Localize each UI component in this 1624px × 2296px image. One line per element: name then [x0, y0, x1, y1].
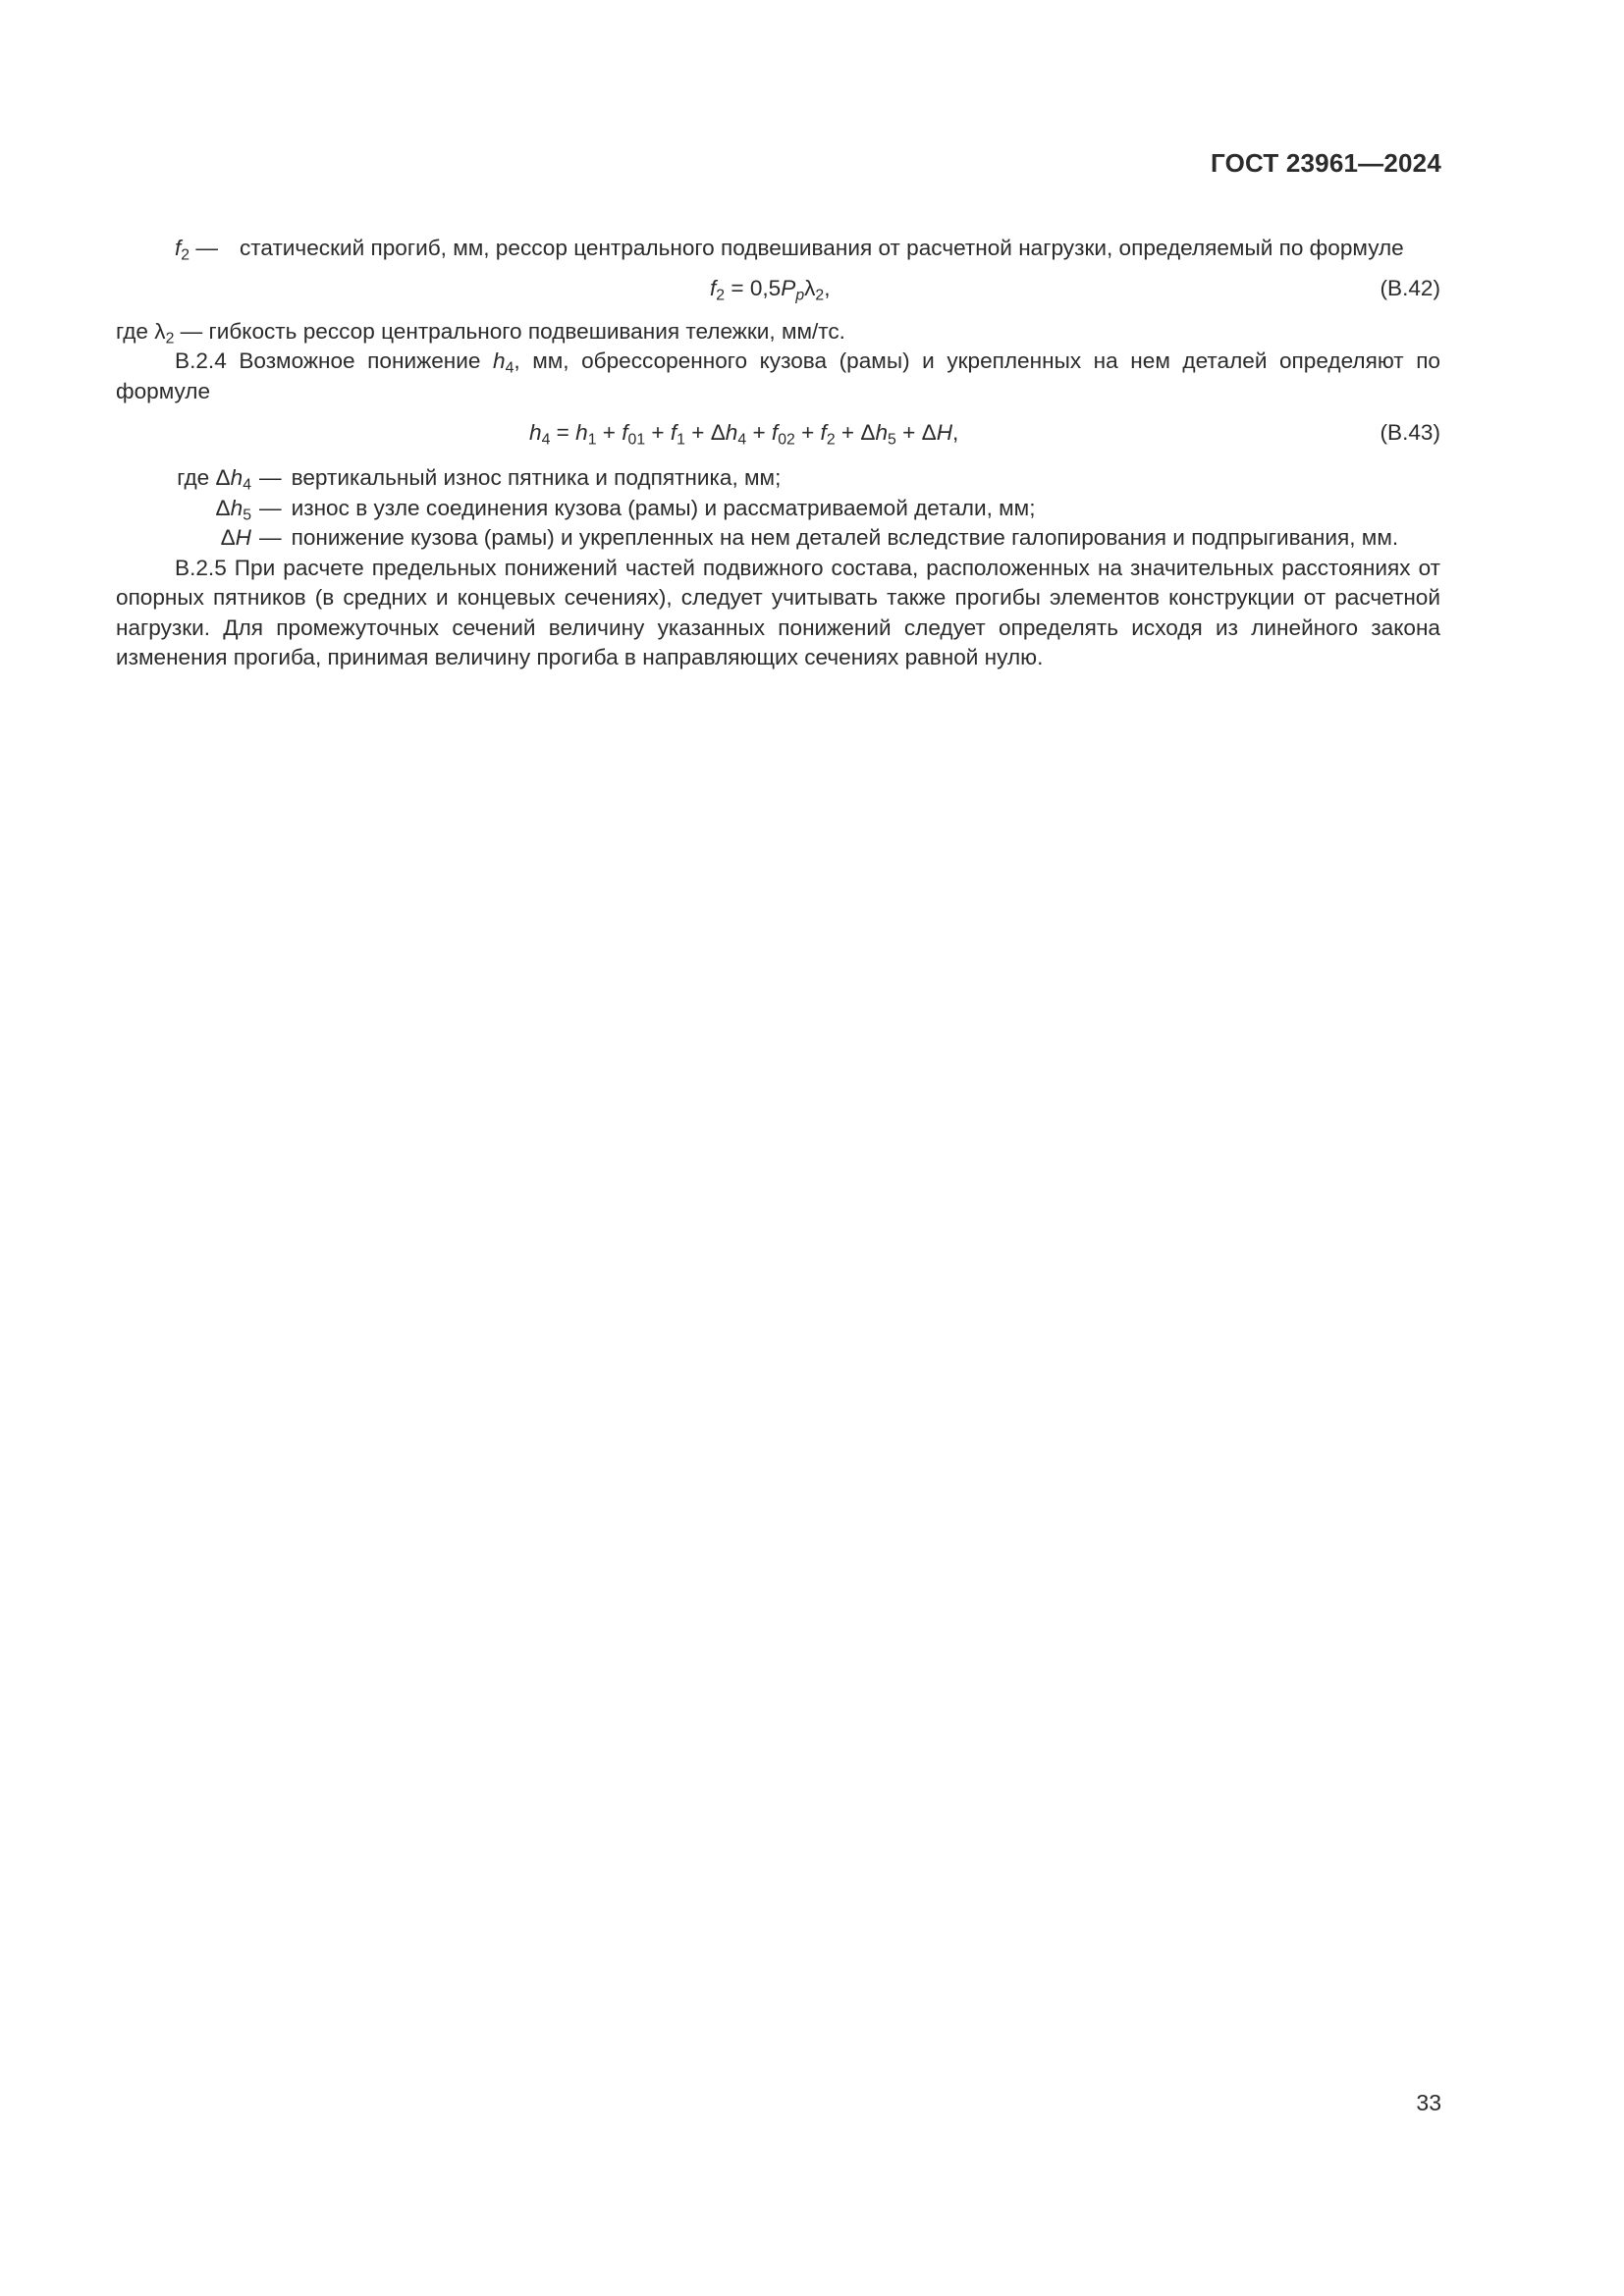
where-item-dH: [116, 523, 1440, 554]
formula-symbol: λ: [804, 275, 816, 300]
formula-subscript: 1: [677, 431, 685, 449]
formula-subscript: 2: [826, 431, 836, 449]
formula-symbol: h: [725, 420, 738, 445]
symbol-subscript: 2: [181, 246, 190, 264]
where-subscript: 4: [243, 476, 251, 494]
formula-subscript: 01: [627, 431, 646, 449]
definition-f2: [116, 234, 1440, 264]
where-delta: Δ: [215, 465, 231, 490]
formula-symbol: f: [820, 420, 827, 445]
formula-b43-row: [116, 412, 1440, 450]
formula-operator: =: [550, 420, 576, 445]
where-dash: —: [259, 465, 282, 490]
paragraph-b25: B.2.5 При расчете предельных понижений частей подвижного состава, расположенных на значительных расстояниях от опорных пятников (в средних и концевых сечениях), следует учитывать также прогибы элементов конструкции от расчетной нагрузки. Для промежуточных сечений величину указанных понижений следует определять исходя из линейного закона изменения прогиба, принимая величину прогиба в направляющих сечениях равной нулю.: [116, 555, 1440, 669]
formula-symbol: f: [670, 420, 677, 445]
where-symbol-letter: h: [230, 495, 244, 520]
where-symbol-letter: H: [235, 525, 251, 550]
definition-dash: —: [189, 236, 218, 260]
formula-symbol: f: [622, 420, 628, 445]
where-delta: Δ: [215, 495, 231, 520]
formula-symbol: h: [875, 420, 889, 445]
formula-operator: +: [835, 420, 861, 445]
where-lambda-line: [116, 317, 1440, 347]
equation-number-b42: (B.42): [1380, 275, 1440, 300]
formula-operator: +: [895, 420, 922, 445]
formula-operator: +: [684, 420, 711, 445]
formula-subscript: 4: [541, 431, 551, 449]
where-delta: Δ: [220, 525, 236, 550]
formula-symbol: H: [936, 420, 953, 445]
where-dash: —: [259, 495, 282, 520]
where-dash: —: [259, 525, 282, 550]
formula-symbol: h: [529, 420, 542, 445]
formula-operator: +: [746, 420, 772, 445]
formula-symbol: P: [781, 275, 796, 300]
formula-operator: +: [645, 420, 671, 445]
formula-b42: [710, 274, 831, 304]
where-item-dh5: [116, 494, 1440, 524]
formula-subscript: 2: [716, 286, 726, 303]
lambda-subscript: 2: [165, 329, 175, 347]
formula-symbol: f: [771, 420, 779, 445]
formula-operator: = 0,5: [725, 275, 782, 300]
formula-subscript: 1: [587, 431, 597, 449]
formula-delta: Δ: [710, 420, 726, 445]
paragraph-subscript: 4: [505, 359, 514, 377]
lambda-symbol: λ: [154, 318, 166, 344]
formula-delta: Δ: [860, 420, 876, 445]
formula-operator: +: [596, 420, 623, 445]
where-text: вертикальный износ пятника и подпятника, мм;: [291, 465, 782, 490]
definition-symbol: [116, 234, 240, 264]
formula-operator: ,: [952, 420, 959, 445]
formula-operator: +: [794, 420, 821, 445]
formula-symbol: f: [710, 275, 717, 300]
where-symbol: [116, 523, 251, 554]
where-lead: где: [177, 465, 216, 490]
paragraph-symbol: h: [492, 348, 506, 373]
where-symbol: [116, 494, 251, 524]
formula-subscript: 02: [778, 431, 795, 449]
formula-b42-row: [116, 270, 1440, 307]
page-number: 33: [1416, 2090, 1441, 2115]
where-symbol-letter: h: [230, 465, 244, 490]
formula-subscript: p: [795, 286, 805, 303]
formula-symbol: h: [575, 420, 588, 445]
where-text: износ в узле соединения кузова (рамы) и рассматриваемой детали, мм;: [291, 495, 1036, 520]
standard-header: ГОСТ 23961—2024: [1211, 148, 1441, 178]
where-text: понижение кузова (рамы) и укрепленных на нем деталей вследствие галопирования и подпрыгивания, мм.: [291, 525, 1399, 550]
where-item-dh4: [116, 463, 1440, 494]
paragraph-b24: [116, 347, 1440, 406]
where-lead: где: [116, 318, 155, 344]
paragraph-lead: B.2.4 Возможное понижение: [175, 348, 493, 373]
definition-text: статический прогиб, мм, рессор центрального подвешивания от расчетной нагрузки, определяемый по формуле: [240, 236, 1404, 260]
symbol-f: f: [175, 236, 182, 260]
paragraph-text: , мм, обрессоренного кузова (рамы) и укрепленных на нем деталей определяют по формуле: [116, 348, 1440, 403]
where-symbol: [116, 463, 251, 494]
page-content: [116, 234, 1440, 673]
formula-subscript: 5: [888, 431, 896, 449]
formula-subscript: 2: [815, 286, 825, 303]
where-subscript: 5: [243, 506, 251, 523]
formula-b43: [529, 418, 958, 449]
where-lambda-text: — гибкость рессор центрального подвешивания тележки, мм/тс.: [174, 318, 845, 344]
formula-operator: ,: [824, 275, 831, 300]
formula-subscript: 4: [737, 431, 747, 449]
formula-delta: Δ: [921, 420, 937, 445]
equation-number-b43: (B.43): [1380, 420, 1440, 445]
